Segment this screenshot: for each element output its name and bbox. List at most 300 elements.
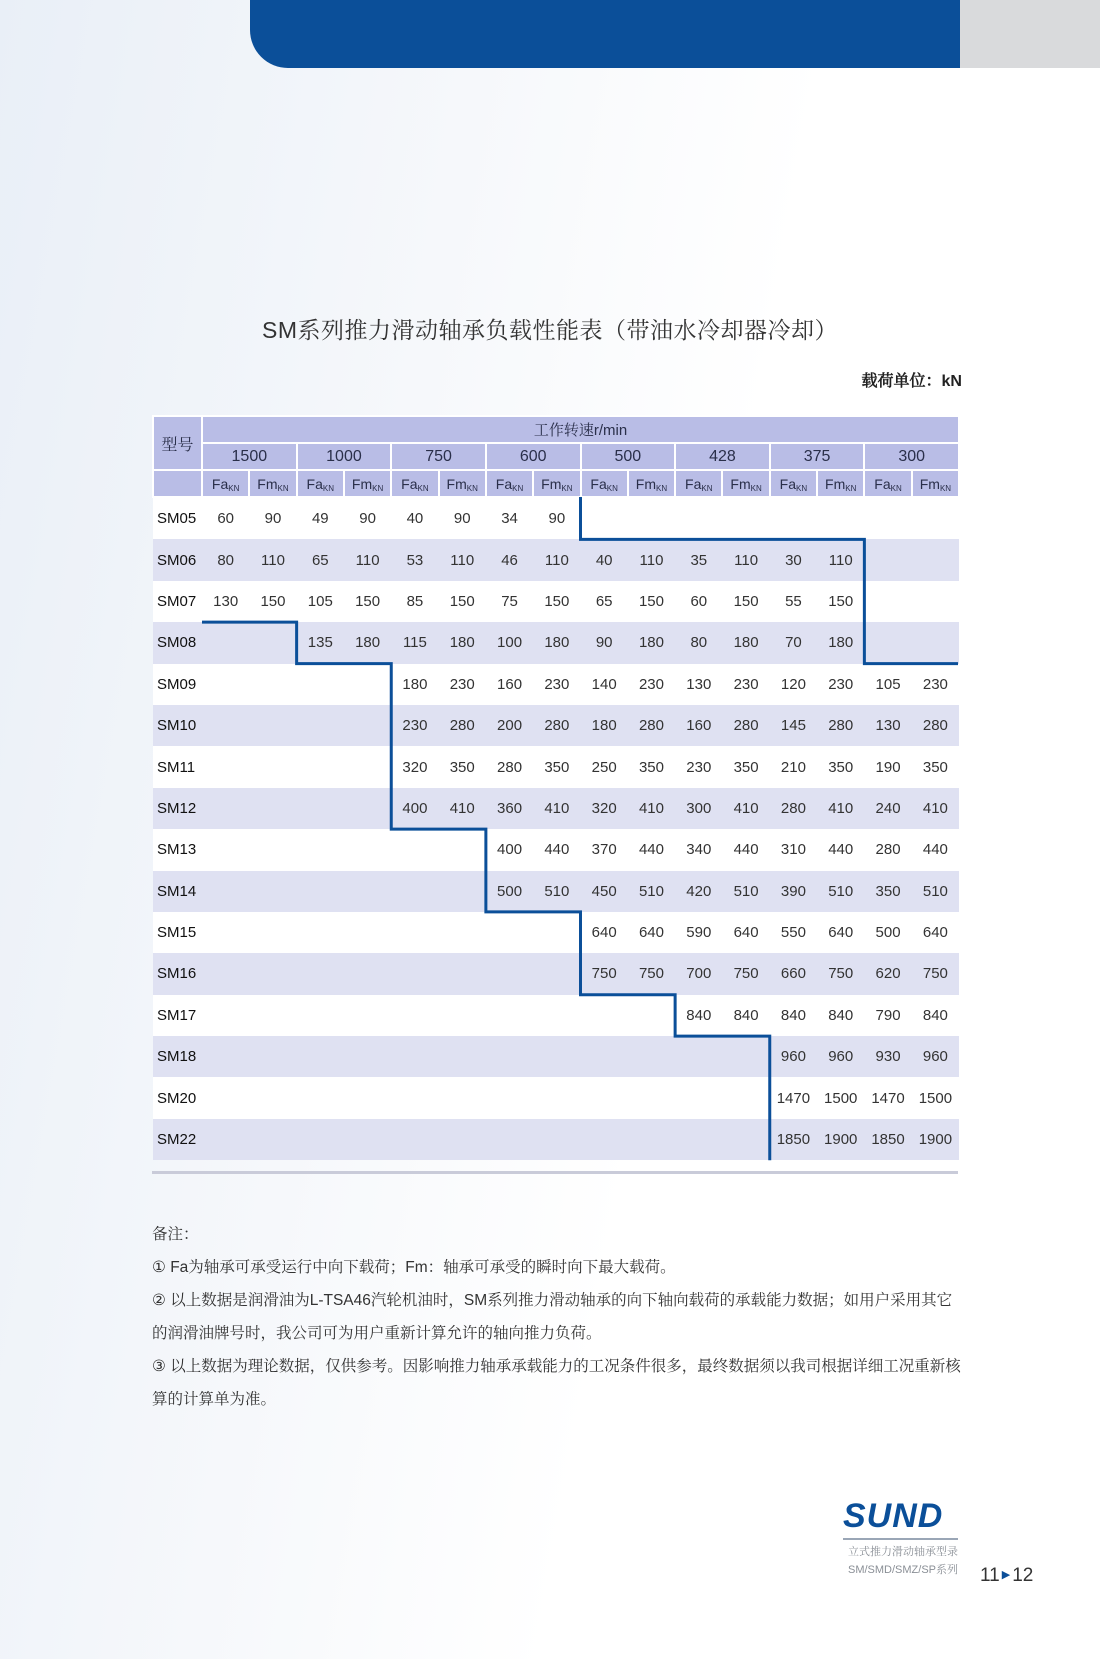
value-cell: 230	[912, 664, 959, 705]
value-cell: 390	[770, 871, 817, 912]
value-cell: 750	[817, 953, 864, 994]
value-cell	[344, 1119, 391, 1160]
value-cell: 440	[817, 829, 864, 870]
value-cell: 40	[581, 539, 628, 580]
value-cell: 180	[344, 622, 391, 663]
value-cell	[675, 497, 722, 539]
fm-header-375: $Fm_{KN}$	[817, 470, 864, 497]
value-cell: 110	[533, 539, 580, 580]
value-cell: 230	[722, 664, 769, 705]
page-right: 12	[1012, 1565, 1034, 1586]
value-cell: 34	[486, 497, 533, 539]
value-cell	[912, 622, 959, 663]
value-cell	[249, 664, 296, 705]
speed-header: 工作转速r/min	[202, 416, 959, 443]
value-cell	[391, 829, 438, 870]
value-cell	[249, 622, 296, 663]
value-cell: 400	[486, 829, 533, 870]
value-cell	[864, 497, 911, 539]
value-cell: 960	[817, 1036, 864, 1077]
value-cell: 350	[864, 871, 911, 912]
value-cell: 160	[486, 664, 533, 705]
table-row	[153, 953, 959, 994]
value-cell	[439, 953, 486, 994]
value-cell	[297, 705, 344, 746]
value-cell: 410	[628, 788, 675, 829]
value-cell	[202, 912, 249, 953]
value-cell	[391, 1036, 438, 1077]
value-cell: 350	[722, 746, 769, 787]
fm-header-300: $Fm_{KN}$	[912, 470, 959, 497]
value-cell	[344, 995, 391, 1036]
model-cell: SM09	[153, 664, 202, 705]
value-cell	[391, 871, 438, 912]
model-cell: SM13	[153, 829, 202, 870]
value-cell: 640	[817, 912, 864, 953]
value-cell	[391, 953, 438, 994]
value-cell	[628, 497, 675, 539]
value-cell	[344, 705, 391, 746]
value-cell: 310	[770, 829, 817, 870]
value-cell	[628, 1036, 675, 1077]
value-cell	[439, 912, 486, 953]
value-cell: 510	[817, 871, 864, 912]
model-cell: SM06	[153, 539, 202, 580]
value-cell	[581, 497, 628, 539]
value-cell	[344, 871, 391, 912]
load-table-container	[152, 415, 958, 1160]
value-cell: 350	[817, 746, 864, 787]
value-cell	[297, 995, 344, 1036]
value-cell	[297, 953, 344, 994]
value-cell	[202, 1036, 249, 1077]
value-cell: 230	[533, 664, 580, 705]
table-bottom-rule	[152, 1171, 958, 1174]
value-cell: 750	[722, 953, 769, 994]
value-cell	[202, 871, 249, 912]
value-cell: 80	[202, 539, 249, 580]
value-cell	[486, 1119, 533, 1160]
value-cell: 280	[533, 705, 580, 746]
value-cell	[817, 497, 864, 539]
value-cell: 320	[581, 788, 628, 829]
value-cell: 640	[722, 912, 769, 953]
table-row	[153, 871, 959, 912]
notes-heading: 备注：	[152, 1226, 199, 1243]
value-cell: 640	[581, 912, 628, 953]
fm-header-1500: $Fm_{KN}$	[249, 470, 296, 497]
value-cell	[439, 1119, 486, 1160]
value-cell: 500	[864, 912, 911, 953]
unit-label: 载荷单位：kN	[861, 373, 962, 390]
value-cell: 210	[770, 746, 817, 787]
value-cell: 160	[675, 705, 722, 746]
value-cell	[770, 497, 817, 539]
value-cell	[912, 539, 959, 580]
value-cell	[722, 497, 769, 539]
value-cell: 53	[391, 539, 438, 580]
value-cell: 1850	[770, 1119, 817, 1160]
value-cell	[533, 953, 580, 994]
table-row	[153, 1077, 959, 1118]
sund-logo: SUND	[843, 1497, 944, 1535]
value-cell	[249, 953, 296, 994]
value-cell: 115	[391, 622, 438, 663]
value-cell: 410	[722, 788, 769, 829]
value-cell: 1900	[912, 1119, 959, 1160]
value-cell	[628, 1119, 675, 1160]
value-cell: 180	[581, 705, 628, 746]
value-cell: 790	[864, 995, 911, 1036]
value-cell	[249, 829, 296, 870]
value-cell: 150	[722, 581, 769, 622]
value-cell	[439, 1077, 486, 1118]
value-cell: 350	[912, 746, 959, 787]
table-row	[153, 746, 959, 787]
value-cell: 1500	[817, 1077, 864, 1118]
value-cell	[249, 995, 296, 1036]
model-cell: SM07	[153, 581, 202, 622]
value-cell	[722, 1077, 769, 1118]
value-cell: 510	[533, 871, 580, 912]
value-cell	[864, 581, 911, 622]
fa-header-428: $Fa_{KN}$	[675, 470, 722, 497]
value-cell	[486, 1077, 533, 1118]
speed-1000: 1000	[297, 443, 392, 470]
value-cell: 80	[675, 622, 722, 663]
value-cell: 840	[817, 995, 864, 1036]
value-cell	[297, 1077, 344, 1118]
value-cell	[249, 1077, 296, 1118]
value-cell	[391, 1077, 438, 1118]
value-cell: 1850	[864, 1119, 911, 1160]
model-header: 型号	[153, 416, 202, 470]
fa-header-750: $Fa_{KN}$	[391, 470, 438, 497]
header-gray-block	[960, 0, 1100, 68]
value-cell: 70	[770, 622, 817, 663]
value-cell: 190	[864, 746, 911, 787]
fm-header-600: $Fm_{KN}$	[533, 470, 580, 497]
note-1: ① Fa为轴承可承受运行中向下载荷；Fm：轴承可承受的瞬时向下最大载荷。	[152, 1259, 676, 1276]
value-cell	[297, 746, 344, 787]
value-cell	[344, 912, 391, 953]
value-cell	[722, 1036, 769, 1077]
value-cell: 510	[722, 871, 769, 912]
value-cell: 410	[439, 788, 486, 829]
value-cell: 550	[770, 912, 817, 953]
logo-rule	[843, 1538, 958, 1540]
value-cell: 55	[770, 581, 817, 622]
fm-header-428: $Fm_{KN}$	[722, 470, 769, 497]
value-cell: 930	[864, 1036, 911, 1077]
value-cell	[864, 539, 911, 580]
value-cell: 960	[770, 1036, 817, 1077]
value-cell: 350	[533, 746, 580, 787]
speed-750: 750	[391, 443, 486, 470]
value-cell	[202, 1119, 249, 1160]
value-cell	[533, 1036, 580, 1077]
value-cell: 840	[770, 995, 817, 1036]
value-cell	[722, 1119, 769, 1160]
value-cell: 700	[675, 953, 722, 994]
value-cell	[344, 788, 391, 829]
value-cell: 1470	[770, 1077, 817, 1118]
load-table	[152, 415, 960, 1160]
catalog-title: 立式推力滑动轴承型录	[848, 1546, 958, 1558]
value-cell: 110	[249, 539, 296, 580]
table-row	[153, 497, 959, 539]
value-cell	[249, 1036, 296, 1077]
value-cell	[439, 1036, 486, 1077]
model-cell: SM14	[153, 871, 202, 912]
fa-header-1000: $Fa_{KN}$	[297, 470, 344, 497]
value-cell: 660	[770, 953, 817, 994]
value-cell: 280	[439, 705, 486, 746]
fa-header-1500: $Fa_{KN}$	[202, 470, 249, 497]
value-cell: 440	[912, 829, 959, 870]
value-cell: 90	[344, 497, 391, 539]
table-row	[153, 1119, 959, 1160]
value-cell: 180	[391, 664, 438, 705]
value-cell: 120	[770, 664, 817, 705]
speed-600: 600	[486, 443, 581, 470]
value-cell: 90	[249, 497, 296, 539]
value-cell: 510	[628, 871, 675, 912]
value-cell	[675, 1119, 722, 1160]
speed-500: 500	[581, 443, 676, 470]
value-cell: 420	[675, 871, 722, 912]
value-cell: 46	[486, 539, 533, 580]
value-cell: 250	[581, 746, 628, 787]
value-cell	[297, 664, 344, 705]
value-cell	[344, 1077, 391, 1118]
page-arrow-icon: ▶	[1001, 1569, 1011, 1581]
model-cell: SM11	[153, 746, 202, 787]
value-cell: 130	[675, 664, 722, 705]
value-cell: 280	[722, 705, 769, 746]
speed-428: 428	[675, 443, 770, 470]
value-cell: 620	[864, 953, 911, 994]
value-cell	[297, 1119, 344, 1160]
value-cell: 180	[817, 622, 864, 663]
value-cell: 49	[297, 497, 344, 539]
value-cell: 840	[675, 995, 722, 1036]
value-cell: 230	[439, 664, 486, 705]
model-cell: SM22	[153, 1119, 202, 1160]
value-cell	[864, 622, 911, 663]
value-cell: 135	[297, 622, 344, 663]
value-cell: 1900	[817, 1119, 864, 1160]
value-cell: 110	[817, 539, 864, 580]
value-cell: 40	[391, 497, 438, 539]
value-cell: 960	[912, 1036, 959, 1077]
value-cell: 100	[486, 622, 533, 663]
value-cell	[533, 1119, 580, 1160]
value-cell: 510	[912, 871, 959, 912]
model-cell: SM15	[153, 912, 202, 953]
value-cell: 340	[675, 829, 722, 870]
value-cell: 410	[533, 788, 580, 829]
fm-header-750: $Fm_{KN}$	[439, 470, 486, 497]
speed-1500: 1500	[202, 443, 297, 470]
value-cell: 840	[722, 995, 769, 1036]
value-cell: 150	[817, 581, 864, 622]
value-cell: 150	[344, 581, 391, 622]
value-cell: 200	[486, 705, 533, 746]
value-cell	[344, 1036, 391, 1077]
value-cell: 130	[864, 705, 911, 746]
value-cell: 150	[439, 581, 486, 622]
value-cell: 280	[817, 705, 864, 746]
value-cell	[439, 871, 486, 912]
value-cell: 280	[864, 829, 911, 870]
value-cell: 410	[817, 788, 864, 829]
model-cell: SM20	[153, 1077, 202, 1118]
model-cell: SM18	[153, 1036, 202, 1077]
value-cell: 840	[912, 995, 959, 1036]
table-row	[153, 995, 959, 1036]
value-cell: 400	[391, 788, 438, 829]
value-cell	[202, 1077, 249, 1118]
value-cell: 110	[439, 539, 486, 580]
value-cell: 320	[391, 746, 438, 787]
value-cell: 750	[912, 953, 959, 994]
value-cell	[486, 912, 533, 953]
value-cell	[297, 871, 344, 912]
value-cell	[912, 497, 959, 539]
value-cell: 145	[770, 705, 817, 746]
value-cell	[439, 995, 486, 1036]
value-cell: 500	[486, 871, 533, 912]
value-cell: 370	[581, 829, 628, 870]
value-cell: 105	[864, 664, 911, 705]
value-cell	[675, 1077, 722, 1118]
value-cell: 350	[439, 746, 486, 787]
model-cell: SM10	[153, 705, 202, 746]
value-cell: 180	[628, 622, 675, 663]
value-cell	[581, 995, 628, 1036]
value-cell	[486, 995, 533, 1036]
value-cell	[391, 995, 438, 1036]
value-cell	[675, 1036, 722, 1077]
model-cell: SM17	[153, 995, 202, 1036]
value-cell: 440	[533, 829, 580, 870]
value-cell: 350	[628, 746, 675, 787]
value-cell: 440	[722, 829, 769, 870]
value-cell: 750	[628, 953, 675, 994]
value-cell: 230	[628, 664, 675, 705]
value-cell	[249, 1119, 296, 1160]
fa-header-600: $Fa_{KN}$	[486, 470, 533, 497]
value-cell	[202, 705, 249, 746]
value-cell: 230	[675, 746, 722, 787]
model-cell: SM05	[153, 497, 202, 539]
value-cell: 640	[912, 912, 959, 953]
table-row	[153, 788, 959, 829]
value-cell: 360	[486, 788, 533, 829]
table-row	[153, 829, 959, 870]
speed-300: 300	[864, 443, 959, 470]
value-cell	[249, 705, 296, 746]
table-row	[153, 622, 959, 663]
value-cell: 280	[770, 788, 817, 829]
value-cell	[202, 829, 249, 870]
value-cell: 110	[628, 539, 675, 580]
value-cell: 85	[391, 581, 438, 622]
value-cell	[202, 788, 249, 829]
value-cell	[202, 953, 249, 994]
value-cell	[297, 829, 344, 870]
value-cell	[202, 622, 249, 663]
value-cell: 410	[912, 788, 959, 829]
model-cell: SM16	[153, 953, 202, 994]
value-cell: 280	[628, 705, 675, 746]
value-cell: 130	[202, 581, 249, 622]
value-cell: 450	[581, 871, 628, 912]
value-cell: 60	[202, 497, 249, 539]
value-cell	[486, 953, 533, 994]
value-cell: 240	[864, 788, 911, 829]
fa-header-375: $Fa_{KN}$	[770, 470, 817, 497]
header-band	[250, 0, 960, 68]
value-cell	[249, 746, 296, 787]
value-cell: 65	[297, 539, 344, 580]
value-cell	[581, 1119, 628, 1160]
value-cell	[533, 995, 580, 1036]
speed-375: 375	[770, 443, 865, 470]
model-cell: SM08	[153, 622, 202, 663]
value-cell	[297, 912, 344, 953]
value-cell	[344, 664, 391, 705]
value-cell: 1500	[912, 1077, 959, 1118]
value-cell	[249, 788, 296, 829]
value-cell	[202, 746, 249, 787]
note-2: ② 以上数据是润滑油为L-TSA46汽轮机油时，SM系列推力滑动轴承的向下轴向载荷的承载能力数据；如用户采用其它的润滑油牌号时，我公司可为用户重新计算允许的轴向推力负荷。	[152, 1292, 953, 1342]
value-cell: 440	[628, 829, 675, 870]
value-cell	[297, 788, 344, 829]
value-cell	[344, 829, 391, 870]
value-cell: 280	[486, 746, 533, 787]
catalog-series: SM/SMD/SMZ/SP系列	[847, 1564, 958, 1576]
notes-section	[152, 1218, 962, 1416]
value-cell	[533, 1077, 580, 1118]
table-row	[153, 539, 959, 580]
value-cell	[581, 1036, 628, 1077]
value-cell	[344, 746, 391, 787]
table-row	[153, 581, 959, 622]
value-cell: 60	[675, 581, 722, 622]
table-row	[153, 664, 959, 705]
value-cell: 30	[770, 539, 817, 580]
value-cell: 180	[439, 622, 486, 663]
value-cell	[912, 581, 959, 622]
fm-header-1000: $Fm_{KN}$	[344, 470, 391, 497]
value-cell	[439, 829, 486, 870]
value-cell: 750	[581, 953, 628, 994]
value-cell: 105	[297, 581, 344, 622]
value-cell	[391, 1119, 438, 1160]
value-cell: 90	[533, 497, 580, 539]
value-cell	[202, 664, 249, 705]
value-cell: 230	[817, 664, 864, 705]
note-3: ③ 以上数据为理论数据，仅供参考。因影响推力轴承承载能力的工况条件很多，最终数据须以我司根据详细工况重新核算的计算单为准。	[152, 1358, 961, 1408]
value-cell	[581, 1077, 628, 1118]
model-cell: SM12	[153, 788, 202, 829]
value-cell: 65	[581, 581, 628, 622]
value-cell	[297, 1036, 344, 1077]
value-cell	[249, 871, 296, 912]
model-header-spacer	[153, 470, 202, 497]
